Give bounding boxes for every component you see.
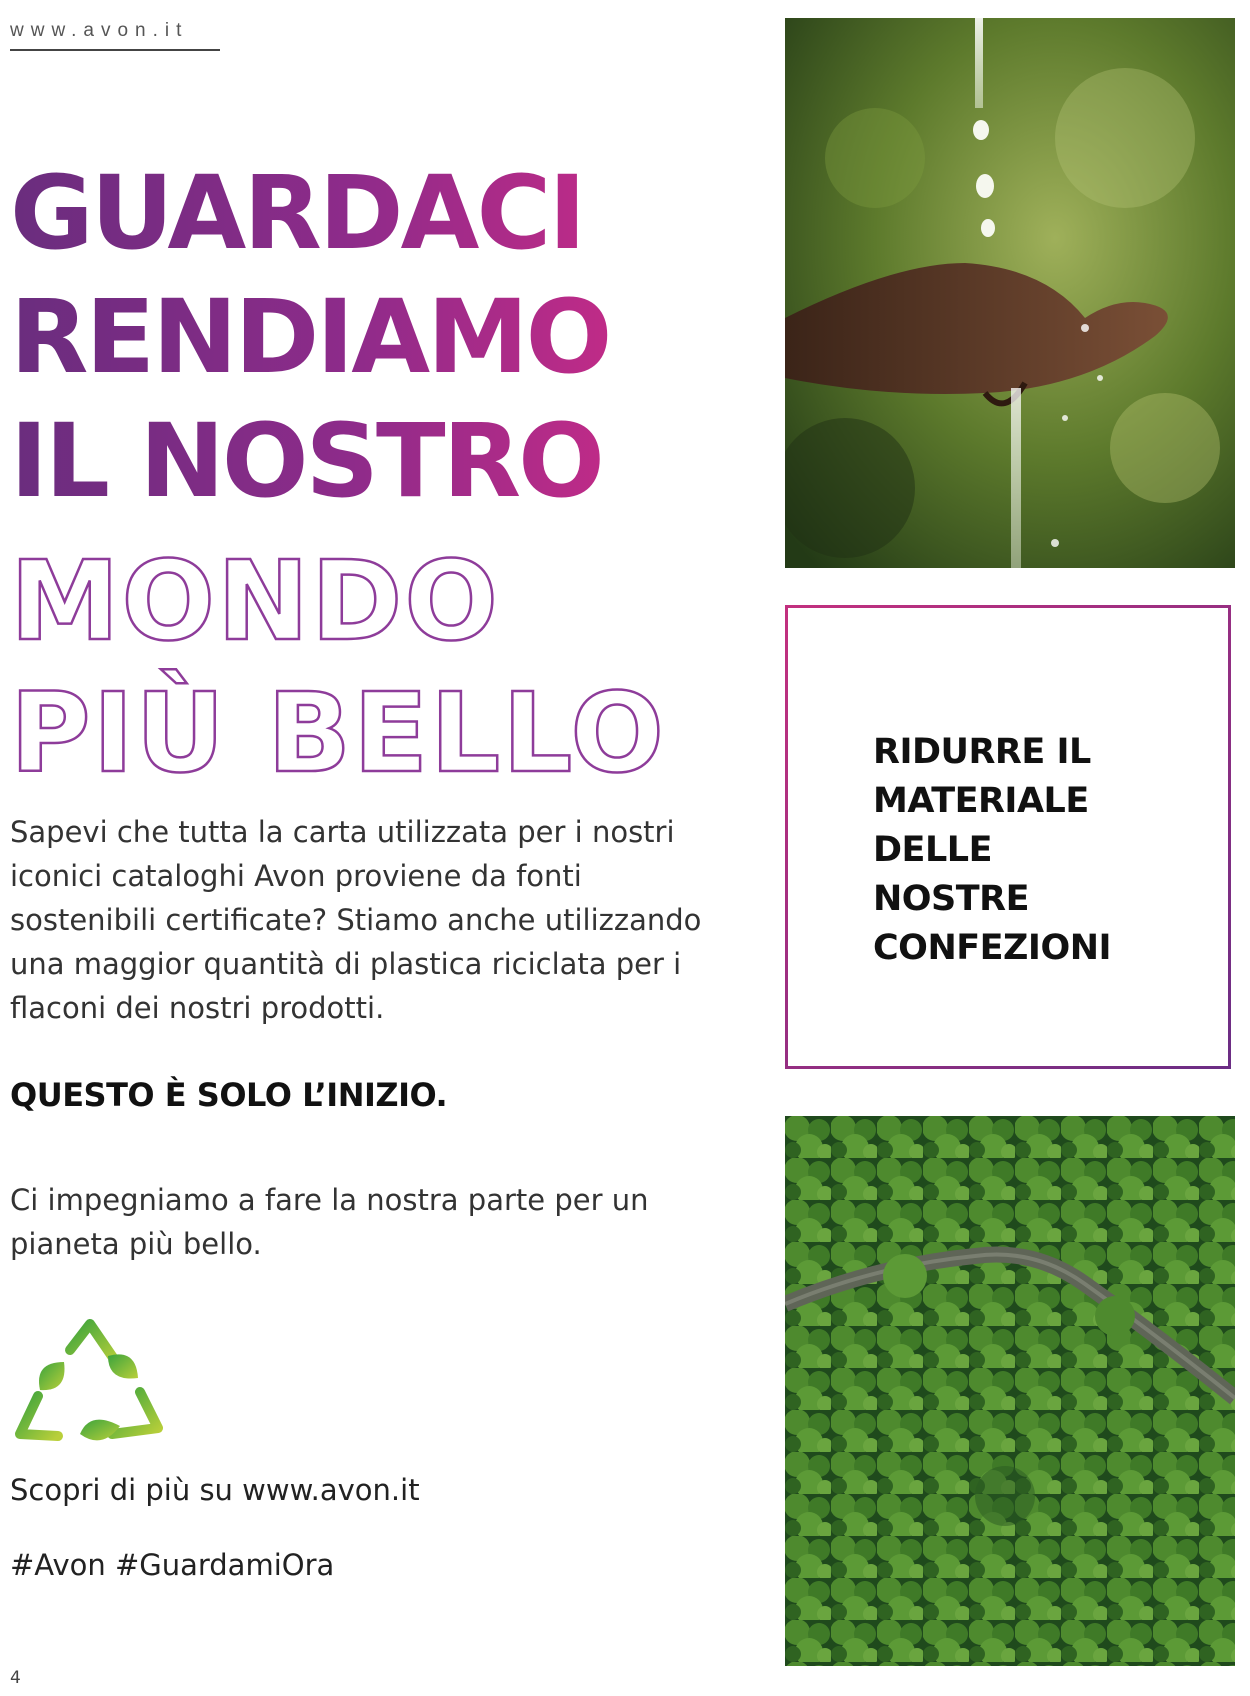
- recycle-leaf-icon: [8, 1310, 168, 1460]
- hands-water-photo: [785, 18, 1235, 568]
- callout-line: RIDURRE IL: [873, 732, 1091, 772]
- headline-outline: [10, 535, 666, 799]
- hashtags: #Avon #GuardamiOra: [10, 1548, 335, 1582]
- commitment-paragraph: Ci impegniamo a fare la nostra parte per un pianeta più bello.: [10, 1183, 649, 1261]
- callout-line: MATERIALE: [873, 781, 1089, 821]
- callout-line: NOSTRE: [873, 879, 1029, 919]
- intro-paragraph: Sapevi che tutta la carta utilizzata per i nostri iconici cataloghi Avon proviene da fonti sostenibili certificate? Stiamo anche utilizzando una maggior quantità di plastica riciclata per i flaconi dei nostri prodotti.: [10, 815, 702, 1025]
- headline-line: RENDIAMO: [10, 276, 770, 400]
- headline-line: IL NOSTRO: [10, 400, 770, 524]
- headline-line: GUARDACI: [10, 152, 770, 276]
- packaging-callout-text: [873, 728, 1111, 973]
- packaging-callout-box: [785, 605, 1231, 1069]
- page-number: 4: [10, 1668, 21, 1688]
- headline-outline-line: MONDO: [10, 537, 500, 665]
- callout-heading: QUESTO È SOLO L’INIZIO.: [10, 1076, 448, 1114]
- callout-line: CONFEZIONI: [873, 928, 1112, 968]
- site-url-underline: [10, 49, 220, 51]
- headline-outline-line: PIÙ BELLO: [10, 669, 666, 797]
- site-url[interactable]: www.avon.it: [10, 20, 189, 41]
- discover-more-text[interactable]: Scopri di più su www.avon.it: [10, 1473, 420, 1507]
- headline-solid: [10, 152, 770, 524]
- aerial-forest-road-photo: [785, 1116, 1235, 1666]
- callout-line: DELLE: [873, 830, 992, 870]
